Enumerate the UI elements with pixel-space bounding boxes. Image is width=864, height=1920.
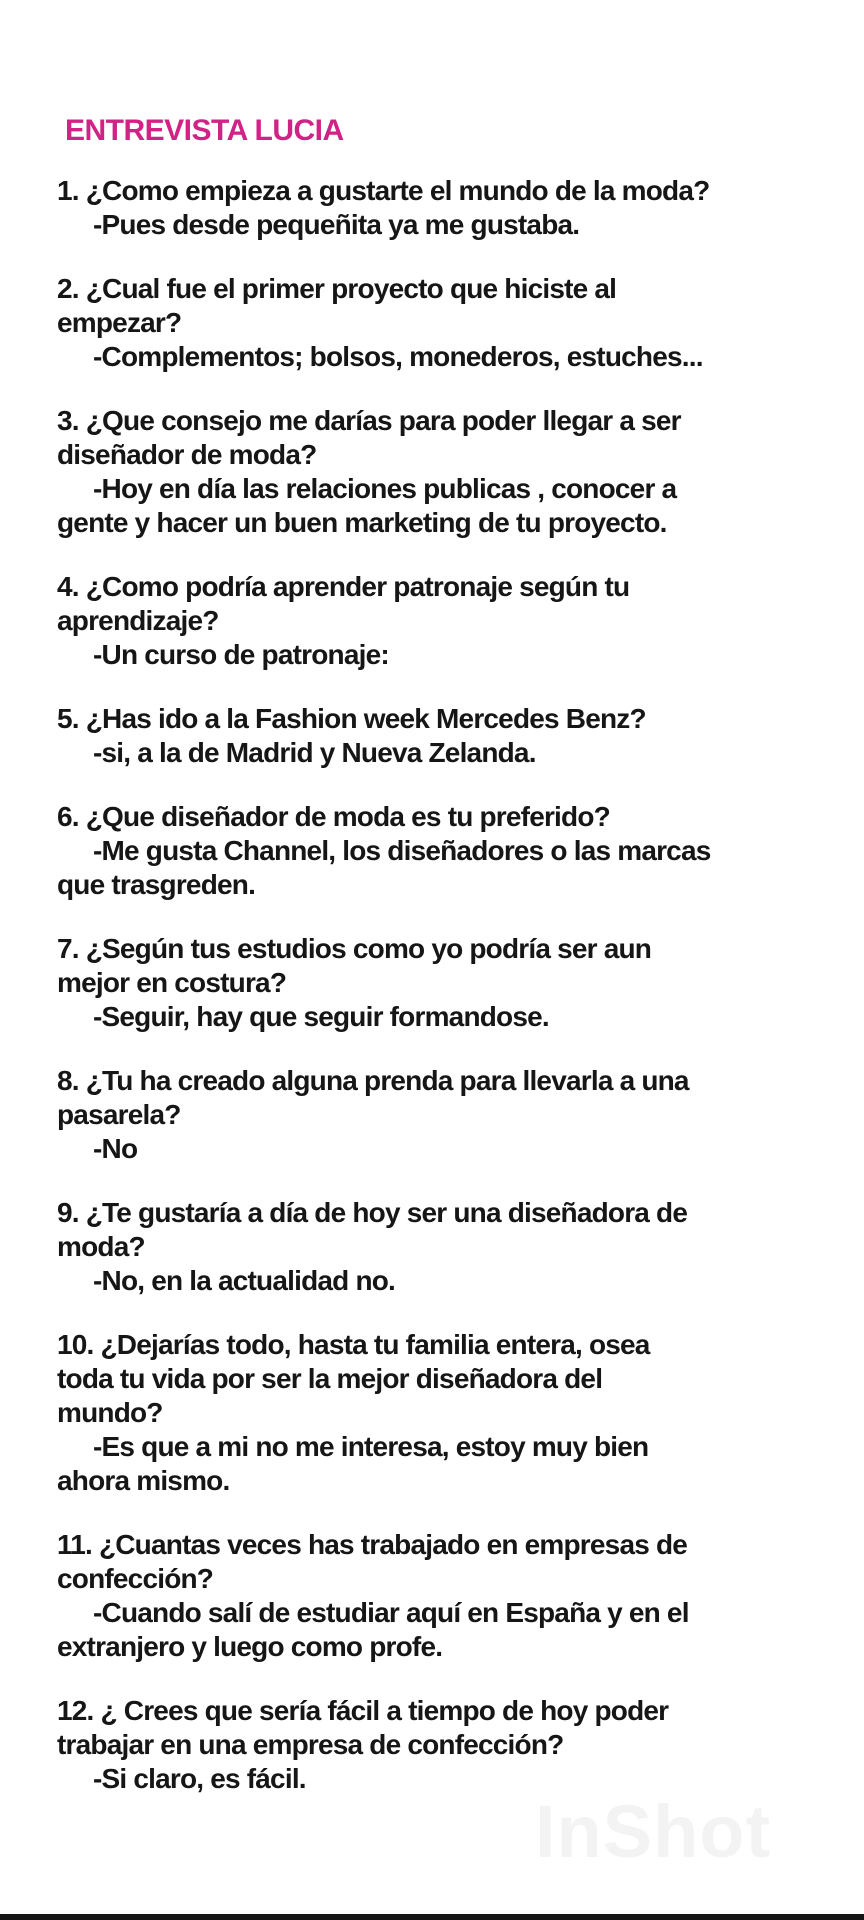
bottom-border-line bbox=[0, 1914, 864, 1920]
qa-block bbox=[57, 1528, 817, 1664]
question-line: pasarela? bbox=[57, 1099, 181, 1130]
page-title: ENTREVISTA LUCIA bbox=[65, 114, 344, 147]
answer-line: -Pues desde pequeñita ya me gustaba. bbox=[93, 209, 580, 240]
question-line: 3. ¿Que consejo me darías para poder llegar a ser bbox=[57, 405, 681, 436]
question-line: 8. ¿Tu ha creado alguna prenda para llevarla a una bbox=[57, 1065, 689, 1096]
answer-line: -Cuando salí de estudiar aquí en España y en el bbox=[93, 1597, 689, 1628]
question-line: 9. ¿Te gustaría a día de hoy ser una diseñadora de bbox=[57, 1197, 688, 1228]
qa-block bbox=[57, 1064, 817, 1166]
answer-line: -Me gusta Channel, los diseñadores o las marcas bbox=[93, 835, 711, 866]
answer-line: -No bbox=[93, 1133, 138, 1164]
qa-block bbox=[57, 1328, 817, 1498]
qa-block bbox=[57, 702, 817, 770]
question-line: confección? bbox=[57, 1563, 214, 1594]
answer-line: -No, en la actualidad no. bbox=[93, 1265, 396, 1296]
question-line: 5. ¿Has ido a la Fashion week Mercedes Benz? bbox=[57, 703, 646, 734]
answer-line: -si, a la de Madrid y Nueva Zelanda. bbox=[93, 737, 536, 768]
answer-line: extranjero y luego como profe. bbox=[57, 1631, 443, 1662]
question-line: 1. ¿Como empieza a gustarte el mundo de la moda? bbox=[57, 175, 710, 206]
answer-line: que trasgreden. bbox=[57, 869, 256, 900]
answer-line: gente y hacer un buen marketing de tu proyecto. bbox=[57, 507, 667, 538]
question-line: 11. ¿Cuantas veces has trabajado en empresas de bbox=[57, 1529, 688, 1560]
interview-document bbox=[57, 114, 817, 1826]
question-line: 4. ¿Como podría aprender patronaje según tu bbox=[57, 571, 630, 602]
qa-block bbox=[57, 1694, 817, 1796]
question-line: mejor en costura? bbox=[57, 967, 287, 998]
qa-block bbox=[57, 272, 817, 374]
qa-block bbox=[57, 174, 817, 242]
interview-content bbox=[57, 174, 817, 1796]
question-line: mundo? bbox=[57, 1397, 163, 1428]
answer-line: -Es que a mi no me interesa, estoy muy bien bbox=[93, 1431, 649, 1462]
question-line: aprendizaje? bbox=[57, 605, 219, 636]
question-line: 6. ¿Que diseñador de moda es tu preferido? bbox=[57, 801, 610, 832]
qa-block bbox=[57, 570, 817, 672]
question-line: toda tu vida por ser la mejor diseñadora del bbox=[57, 1363, 603, 1394]
qa-block bbox=[57, 800, 817, 902]
question-line: diseñador de moda? bbox=[57, 439, 317, 470]
answer-line: -Complementos; bolsos, monederos, estuches... bbox=[93, 341, 703, 372]
question-line: 10. ¿Dejarías todo, hasta tu familia entera, osea bbox=[57, 1329, 650, 1360]
inshot-watermark: InShot bbox=[535, 1790, 772, 1873]
qa-block bbox=[57, 404, 817, 540]
answer-line: -Si claro, es fácil. bbox=[93, 1763, 306, 1794]
answer-line: -Hoy en día las relaciones publicas , conocer a bbox=[93, 473, 677, 504]
question-line: 2. ¿Cual fue el primer proyecto que hiciste al bbox=[57, 273, 617, 304]
question-line: moda? bbox=[57, 1231, 145, 1262]
question-line: 7. ¿Según tus estudios como yo podría ser aun bbox=[57, 933, 652, 964]
answer-line: -Un curso de patronaje: bbox=[93, 639, 389, 670]
qa-block bbox=[57, 1196, 817, 1298]
answer-line: -Seguir, hay que seguir formandose. bbox=[93, 1001, 549, 1032]
answer-line: ahora mismo. bbox=[57, 1465, 230, 1496]
question-line: empezar? bbox=[57, 307, 182, 338]
question-line: 12. ¿ Crees que sería fácil a tiempo de hoy poder bbox=[57, 1695, 669, 1726]
qa-block bbox=[57, 932, 817, 1034]
question-line: trabajar en una empresa de confección? bbox=[57, 1729, 564, 1760]
